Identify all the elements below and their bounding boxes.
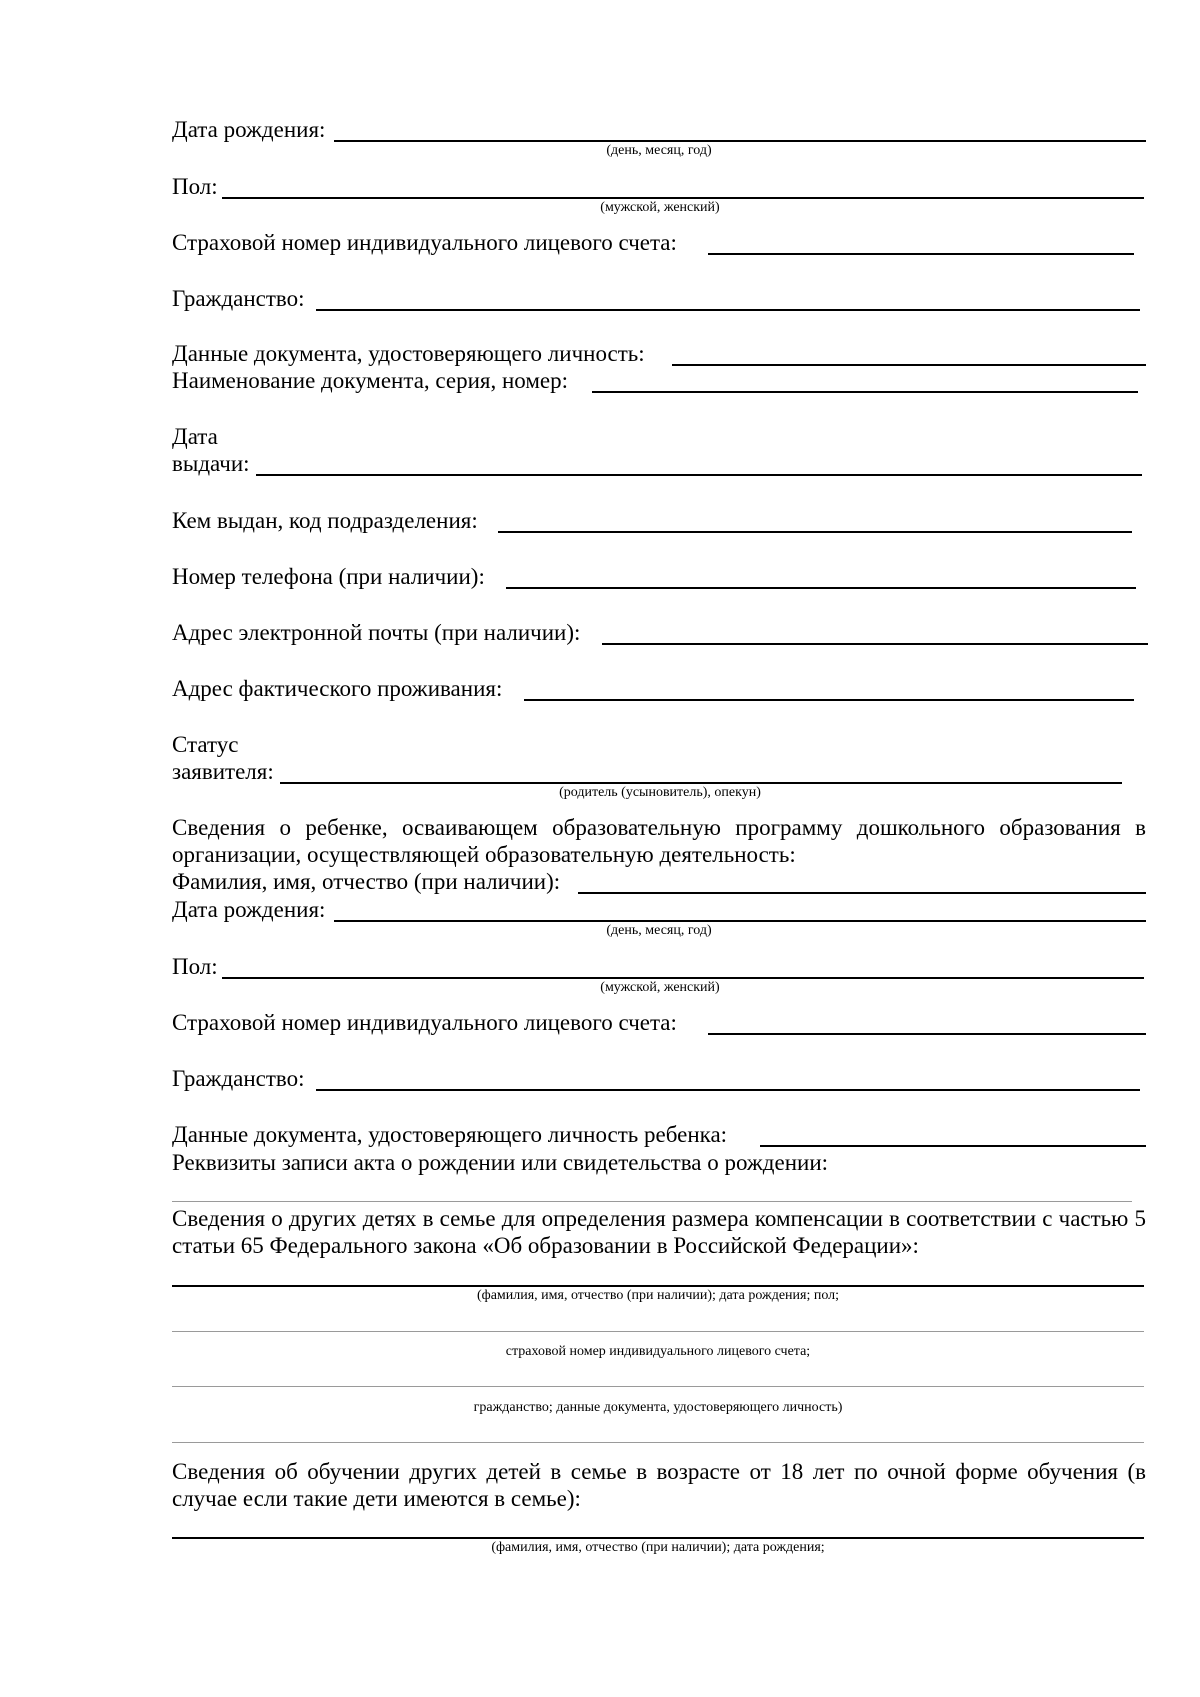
other-children-intro: Сведения о других детях в семье для определения размера компенсации в соответствии с частью 5 статьи 65 Федерального закона «Об образовании в Российской Федерации»: [172,1206,1146,1258]
applicant-issue-date-field[interactable] [256,474,1142,476]
applicant-phone-label: Номер телефона (при наличии): [172,564,485,589]
applicant-email-label: Адрес электронной почты (при наличии): [172,620,581,645]
child-section-intro: Сведения о ребенке, осваивающем образовательную программу дошкольного образования в организации, осуществляющей образовательную деятельность: [172,815,1146,867]
applicant-id-doc-name-label: Наименование документа, серия, номер: [172,368,569,393]
child-snils-field[interactable] [708,1033,1146,1035]
applicant-snils-label: Страховой номер индивидуального лицевого счета: [172,230,677,255]
applicant-issued-by-label: Кем выдан, код подразделения: [172,508,478,533]
applicant-id-doc-name-field[interactable] [592,391,1138,393]
child-birth-record-label: Реквизиты записи акта о рождении или свидетельства о рождении: [172,1150,829,1175]
other-children-hint-3: гражданство; данные документа, удостоверяющего личность) [473,1400,843,1415]
child-id-doc-label: Данные документа, удостоверяющего личность ребенка: [172,1122,728,1147]
applicant-snils-field[interactable] [708,253,1134,255]
other-children-hint-2: страховой номер индивидуального лицевого счета; [505,1344,811,1359]
child-sex-field[interactable] [222,977,1144,979]
child-name-field[interactable] [578,892,1146,894]
applicant-issue-date-label-1: Дата [172,424,218,449]
applicant-id-doc-label: Данные документа, удостоверяющего личность: [172,341,645,366]
applicant-birth-date-field[interactable] [334,140,1146,142]
applicant-id-doc-field[interactable] [672,364,1146,366]
applicant-address-label: Адрес фактического проживания: [172,676,503,701]
child-name-label: Фамилия, имя, отчество (при наличии): [172,869,561,894]
other-children-field-3[interactable] [172,1386,1144,1387]
child-citizenship-field[interactable] [316,1089,1140,1091]
child-sex-hint: (мужской, женский) [600,980,720,995]
applicant-status-hint: (родитель (усыновитель), опекун) [559,785,761,800]
applicant-status-label-1: Статус [172,732,239,757]
child-birth-date-hint: (день, месяц, год) [606,923,712,938]
applicant-email-field[interactable] [602,643,1148,645]
child-sex-label: Пол: [172,954,218,979]
other-children-field-2[interactable] [172,1331,1144,1332]
applicant-birth-date-hint: (день, месяц, год) [606,143,712,158]
applicant-address-field[interactable] [524,699,1134,701]
other-children-field-1[interactable] [172,1285,1144,1287]
adult-students-intro: Сведения об обучении других детей в семье в возрасте от 18 лет по очной форме обучения (в случае если такие дети имеются в семье): [172,1459,1146,1511]
child-snils-label: Страховой номер индивидуального лицевого счета: [172,1010,677,1035]
child-birth-date-label: Дата рождения: [172,897,326,922]
child-birth-date-field[interactable] [334,920,1146,922]
child-id-doc-field[interactable] [760,1145,1146,1147]
applicant-sex-field[interactable] [222,197,1144,199]
adult-students-hint-1: (фамилия, имя, отчество (при наличии); дата рождения; [491,1540,825,1555]
applicant-status-label-2: заявителя: [172,759,274,784]
child-birth-record-field[interactable] [172,1201,1132,1202]
applicant-citizenship-label: Гражданство: [172,286,305,311]
applicant-sex-hint: (мужской, женский) [600,200,720,215]
other-children-field-4[interactable] [172,1442,1144,1443]
other-children-hint-1: (фамилия, имя, отчество (при наличии); дата рождения; пол; [476,1288,840,1303]
applicant-citizenship-field[interactable] [316,309,1140,311]
applicant-birth-date-label: Дата рождения: [172,117,326,142]
applicant-sex-label: Пол: [172,174,218,199]
child-citizenship-label: Гражданство: [172,1066,305,1091]
applicant-phone-field[interactable] [506,587,1136,589]
applicant-issue-date-label-2: выдачи: [172,451,250,476]
applicant-status-field[interactable] [280,782,1122,784]
adult-students-field-1[interactable] [172,1537,1144,1539]
applicant-issued-by-field[interactable] [498,531,1132,533]
